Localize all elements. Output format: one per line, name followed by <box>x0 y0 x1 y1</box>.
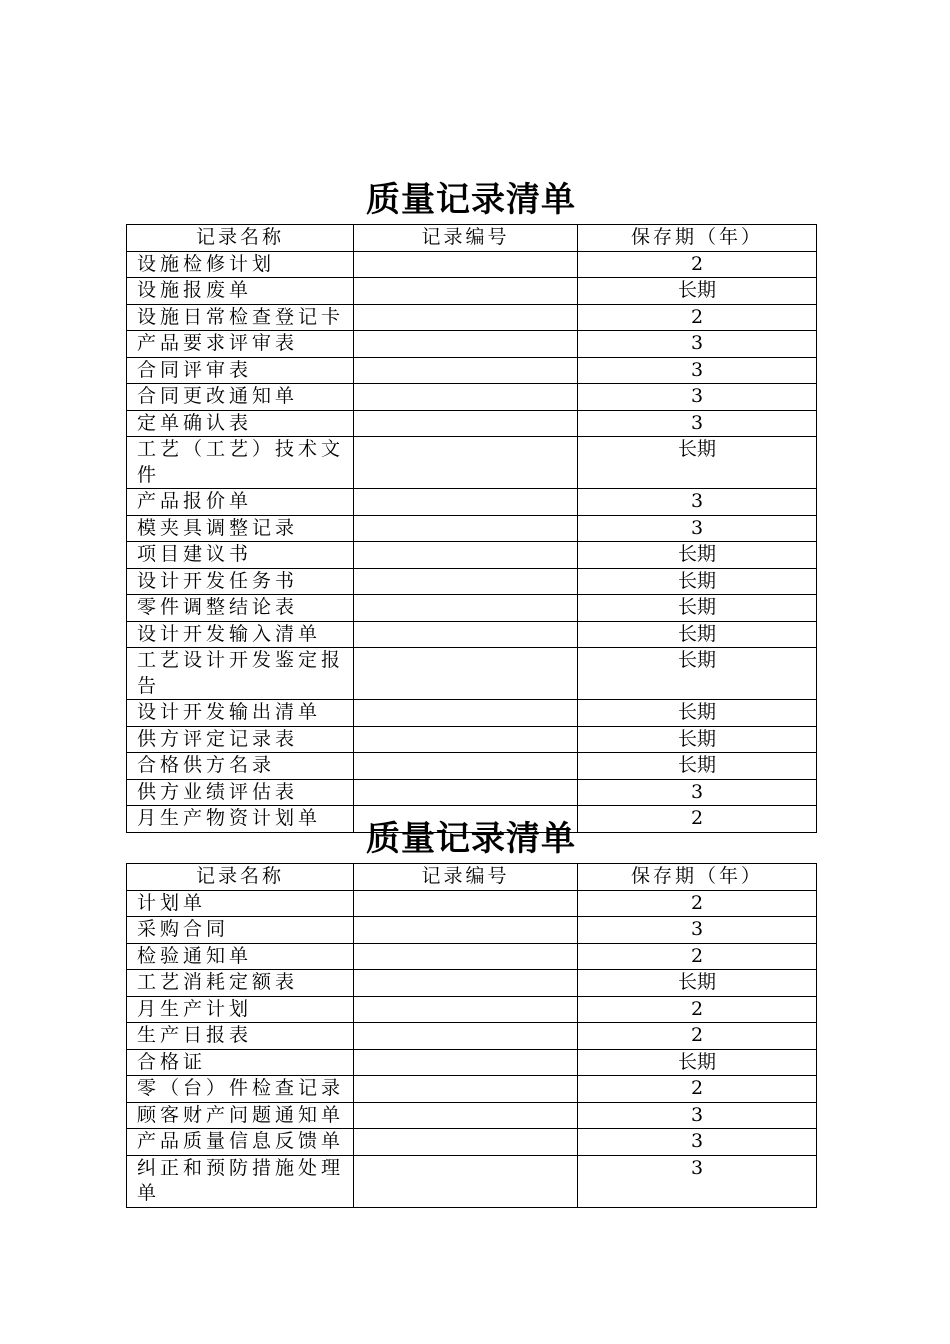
table-row <box>127 917 817 944</box>
record-number-cell <box>354 1049 578 1076</box>
record-number-cell <box>354 700 578 727</box>
section-2-title: 质量记录清单 <box>366 819 576 859</box>
record-number-cell <box>354 331 578 358</box>
table-row <box>127 1049 817 1076</box>
record-name-cell: 检验通知单 <box>127 943 354 970</box>
record-number-cell <box>354 648 578 700</box>
header-retention-period: 保存期（年） <box>578 864 817 891</box>
section-1-title: 质量记录清单 <box>366 180 576 220</box>
record-number-cell <box>354 357 578 384</box>
record-name-cell: 计划单 <box>127 890 354 917</box>
retention-period-cell: 长期 <box>578 1049 817 1076</box>
retention-period-cell: 2 <box>578 304 817 331</box>
table-header-row <box>127 225 817 252</box>
retention-period-cell: 3 <box>578 779 817 806</box>
table-row <box>127 437 817 489</box>
record-number-cell <box>354 595 578 622</box>
table-row <box>127 700 817 727</box>
retention-period-cell: 长期 <box>578 568 817 595</box>
record-name-cell: 产品质量信息反馈单 <box>127 1129 354 1156</box>
retention-period-cell: 2 <box>578 1076 817 1103</box>
table-row <box>127 1102 817 1129</box>
record-number-cell <box>354 970 578 997</box>
retention-period-cell: 3 <box>578 515 817 542</box>
record-name-cell: 定单确认表 <box>127 410 354 437</box>
record-name-cell: 工艺（工艺）技术文件 <box>127 437 354 489</box>
table-row <box>127 1155 817 1207</box>
retention-period-cell: 3 <box>578 357 817 384</box>
table-row <box>127 515 817 542</box>
table-row <box>127 726 817 753</box>
record-name-cell: 产品要求评审表 <box>127 331 354 358</box>
record-name-cell: 合同评审表 <box>127 357 354 384</box>
record-name-cell: 纠正和预防措施处理单 <box>127 1155 354 1207</box>
table-row <box>127 648 817 700</box>
table-row <box>127 595 817 622</box>
record-name-cell: 生产日报表 <box>127 1023 354 1050</box>
record-number-cell <box>354 251 578 278</box>
record-name-cell: 设施检修计划 <box>127 251 354 278</box>
table-row <box>127 410 817 437</box>
record-name-cell: 设施日常检查登记卡 <box>127 304 354 331</box>
record-name-cell: 工艺消耗定额表 <box>127 970 354 997</box>
header-record-number: 记录编号 <box>354 864 578 891</box>
retention-period-cell: 长期 <box>578 542 817 569</box>
records-table-2-wrapper <box>126 863 816 1208</box>
table-row <box>127 1129 817 1156</box>
table-row <box>127 278 817 305</box>
retention-period-cell: 长期 <box>578 700 817 727</box>
retention-period-cell: 2 <box>578 943 817 970</box>
table-row <box>127 890 817 917</box>
header-record-name: 记录名称 <box>127 225 354 252</box>
record-name-cell: 模夹具调整记录 <box>127 515 354 542</box>
retention-period-cell: 2 <box>578 996 817 1023</box>
record-number-cell <box>354 1155 578 1207</box>
table-row <box>127 331 817 358</box>
record-name-cell: 供方评定记录表 <box>127 726 354 753</box>
record-number-cell <box>354 943 578 970</box>
record-number-cell <box>354 515 578 542</box>
record-number-cell <box>354 779 578 806</box>
retention-period-cell: 长期 <box>578 621 817 648</box>
retention-period-cell: 3 <box>578 1129 817 1156</box>
record-name-cell: 设施报废单 <box>127 278 354 305</box>
record-number-cell <box>354 753 578 780</box>
table-row <box>127 568 817 595</box>
record-number-cell <box>354 489 578 516</box>
table-row <box>127 996 817 1023</box>
table-row <box>127 621 817 648</box>
retention-period-cell: 长期 <box>578 595 817 622</box>
retention-period-cell: 长期 <box>578 753 817 780</box>
record-number-cell <box>354 384 578 411</box>
record-number-cell <box>354 726 578 753</box>
records-table-2 <box>126 863 817 1208</box>
retention-period-cell: 长期 <box>578 648 817 700</box>
retention-period-cell: 2 <box>578 1023 817 1050</box>
retention-period-cell: 3 <box>578 410 817 437</box>
record-number-cell <box>354 304 578 331</box>
record-name-cell: 合同更改通知单 <box>127 384 354 411</box>
record-name-cell: 合格证 <box>127 1049 354 1076</box>
retention-period-cell: 3 <box>578 1102 817 1129</box>
record-name-cell: 零件调整结论表 <box>127 595 354 622</box>
table-row <box>127 1076 817 1103</box>
record-name-cell: 设计开发输出清单 <box>127 700 354 727</box>
records-table-1-wrapper <box>126 224 816 833</box>
retention-period-cell: 3 <box>578 331 817 358</box>
records-table-1-body <box>127 251 817 832</box>
record-name-cell: 设计开发任务书 <box>127 568 354 595</box>
table-row <box>127 753 817 780</box>
table-row <box>127 489 817 516</box>
retention-period-cell: 3 <box>578 384 817 411</box>
record-name-cell: 采购合同 <box>127 917 354 944</box>
record-number-cell <box>354 410 578 437</box>
record-number-cell <box>354 621 578 648</box>
record-number-cell <box>354 568 578 595</box>
table-row <box>127 357 817 384</box>
table-row <box>127 304 817 331</box>
table-row <box>127 542 817 569</box>
retention-period-cell: 2 <box>578 890 817 917</box>
table-row <box>127 943 817 970</box>
header-retention-period: 保存期（年） <box>578 225 817 252</box>
records-table-1 <box>126 224 817 833</box>
record-number-cell <box>354 278 578 305</box>
record-number-cell <box>354 917 578 944</box>
record-name-cell: 供方业绩评估表 <box>127 779 354 806</box>
record-name-cell: 产品报价单 <box>127 489 354 516</box>
record-name-cell: 设计开发输入清单 <box>127 621 354 648</box>
table-row <box>127 970 817 997</box>
record-number-cell <box>354 1076 578 1103</box>
record-name-cell: 顾客财产问题通知单 <box>127 1102 354 1129</box>
record-name-cell: 月生产物资计划单 <box>127 806 354 833</box>
record-name-cell: 月生产计划 <box>127 996 354 1023</box>
table-row <box>127 251 817 278</box>
table-row <box>127 1023 817 1050</box>
record-number-cell <box>354 1102 578 1129</box>
retention-period-cell: 长期 <box>578 726 817 753</box>
record-name-cell: 项目建议书 <box>127 542 354 569</box>
retention-period-cell: 3 <box>578 489 817 516</box>
retention-period-cell: 长期 <box>578 278 817 305</box>
record-number-cell <box>354 890 578 917</box>
record-number-cell <box>354 437 578 489</box>
record-name-cell: 合格供方名录 <box>127 753 354 780</box>
record-number-cell <box>354 1129 578 1156</box>
table-row <box>127 779 817 806</box>
record-name-cell: 零（台）件检查记录 <box>127 1076 354 1103</box>
table-header-row <box>127 864 817 891</box>
retention-period-cell: 长期 <box>578 970 817 997</box>
record-name-cell: 工艺设计开发鉴定报告 <box>127 648 354 700</box>
header-record-number: 记录编号 <box>354 225 578 252</box>
table-row <box>127 384 817 411</box>
record-number-cell <box>354 1023 578 1050</box>
retention-period-cell: 3 <box>578 1155 817 1207</box>
retention-period-cell: 长期 <box>578 437 817 489</box>
retention-period-cell: 2 <box>578 806 817 833</box>
retention-period-cell: 2 <box>578 251 817 278</box>
records-table-2-body <box>127 890 817 1207</box>
retention-period-cell: 3 <box>578 917 817 944</box>
record-number-cell <box>354 996 578 1023</box>
header-record-name: 记录名称 <box>127 864 354 891</box>
record-number-cell <box>354 542 578 569</box>
